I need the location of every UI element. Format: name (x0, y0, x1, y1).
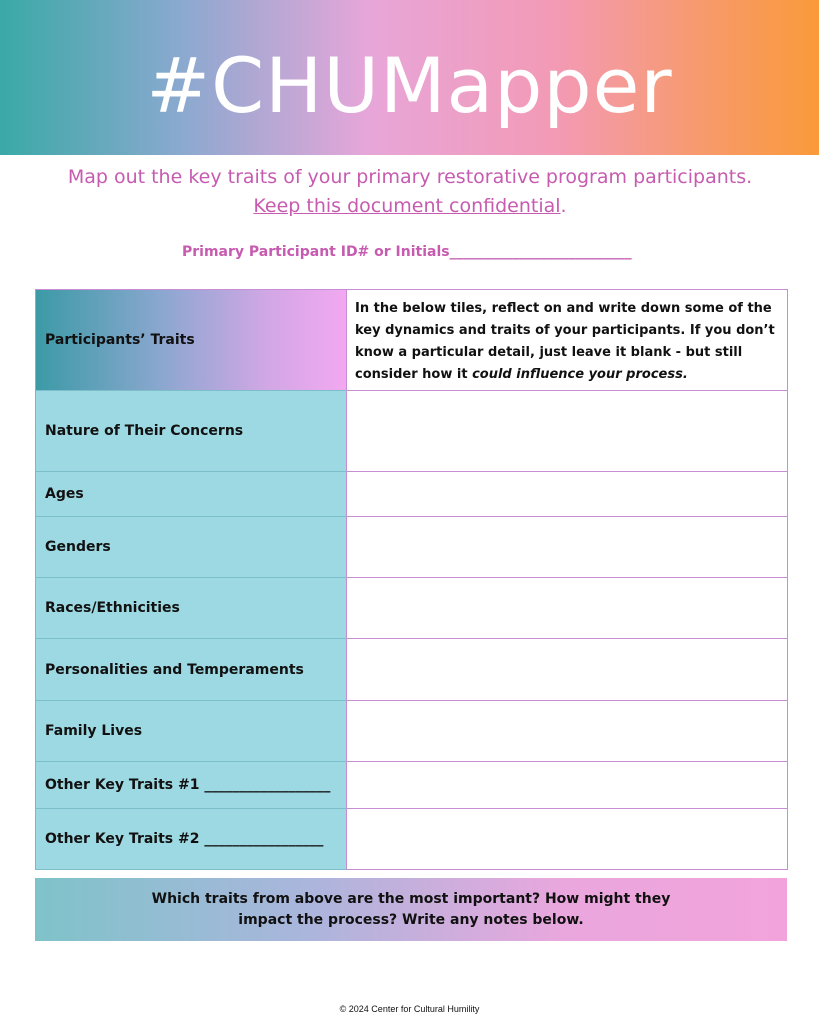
trait-response-field[interactable] (347, 472, 788, 517)
table-row (36, 809, 788, 870)
trait-label: Other Key Traits #1 __________________ (36, 762, 347, 809)
table-row (36, 472, 788, 517)
trait-label: Genders (36, 517, 347, 578)
intro-text-before: Map out the key traits of your primary restorative program participants. (67, 166, 753, 188)
table-header-row (36, 290, 788, 391)
participant-id-label: Primary Participant ID# or Initials (182, 244, 450, 260)
intro-text-after: . (560, 195, 567, 217)
participant-id-blank[interactable]: __________________________ (449, 244, 632, 260)
trait-response-field[interactable] (347, 517, 788, 578)
trait-label: Ages (36, 472, 347, 517)
table-row (36, 701, 788, 762)
trait-response-field[interactable] (347, 809, 788, 870)
trait-label: Family Lives (36, 701, 347, 762)
trait-response-field[interactable] (347, 762, 788, 809)
trait-label: Races/Ethnicities (36, 578, 347, 639)
table-row (36, 578, 788, 639)
trait-response-field[interactable] (347, 701, 788, 762)
instructions-emphasis: could influence your process. (472, 367, 688, 382)
participant-id-field[interactable] (182, 242, 702, 262)
traits-table (35, 289, 788, 870)
trait-response-field[interactable] (347, 639, 788, 701)
instructions-text: In the below tiles, reflect on and write down some of the key dynamics and traits of your participants. If you don’t know a particular detail, just leave it blank - but still consider how it (355, 301, 775, 382)
table-row (36, 639, 788, 701)
reflection-question-text: Which traits from above are the most important? How might they impact the process? Write any notes below. (151, 890, 671, 928)
table-row (36, 391, 788, 472)
table-header-instructions (347, 290, 788, 391)
intro-text (60, 163, 760, 221)
table-row (36, 762, 788, 809)
trait-label: Nature of Their Concerns (36, 391, 347, 472)
confidential-notice: Keep this document confidential (253, 195, 561, 217)
table-row (36, 517, 788, 578)
title-banner (0, 0, 819, 155)
table-header-label: Participants’ Traits (36, 290, 347, 391)
reflection-question (35, 878, 787, 941)
trait-response-field[interactable] (347, 391, 788, 472)
page-title: #CHUMapper (146, 41, 673, 130)
trait-label: Other Key Traits #2 _________________ (36, 809, 347, 870)
trait-response-field[interactable] (347, 578, 788, 639)
copyright-footer: © 2024 Center for Cultural Humility (339, 1004, 480, 1014)
trait-label: Personalities and Temperaments (36, 639, 347, 701)
